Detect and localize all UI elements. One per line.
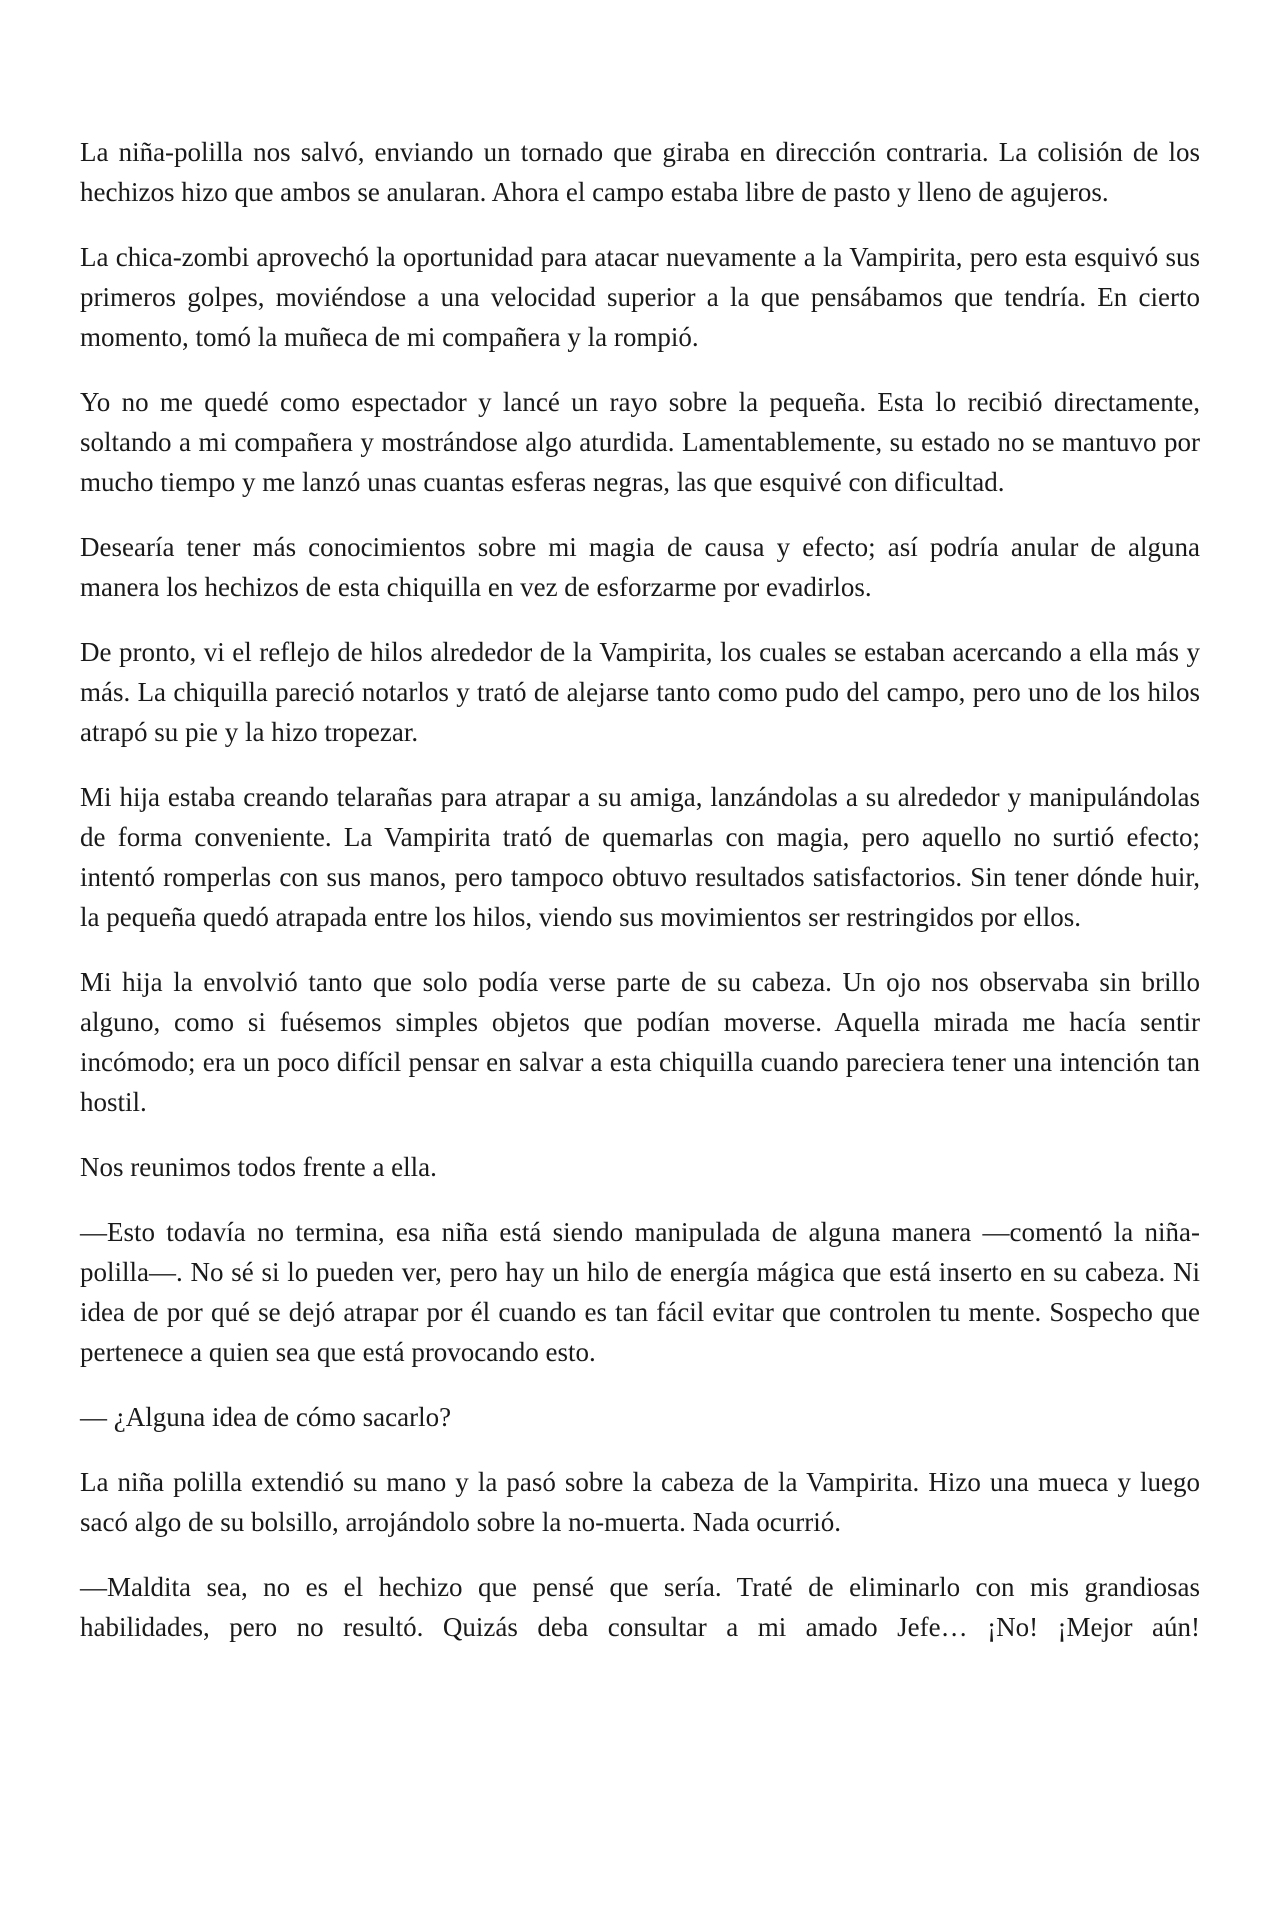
paragraph-2: La chica-zombi aprovechó la oportunidad para atacar nuevamente a la Vampirita, pero esta esquivó sus primeros golpes, moviéndose a una velocidad superior a la que pensábamos que tendría. En cierto momento, tomó la muñeca de mi compañera y la rompió.: [80, 242, 1200, 352]
paragraph-7: Mi hija la envolvió tanto que solo podía verse parte de su cabeza. Un ojo nos observaba sin brillo alguno, como si fuésemos simples objetos que podían moverse. Aquella mirada me hacía sentir incómodo; era un poco difícil pensar en salvar a esta chiquilla cuando pareciera tener una intención tan hostil.: [80, 967, 1200, 1117]
paragraph-1: La niña-polilla nos salvó, enviando un tornado que giraba en dirección contraria. La colisión de los hechizos hizo que ambos se anularan. Ahora el campo estaba libre de pasto y lleno de agujeros.: [80, 137, 1200, 207]
document-page: [80, 132, 1200, 1672]
paragraph-8: Nos reunimos todos frente a ella.: [80, 1152, 437, 1182]
paragraph-3: Yo no me quedé como espectador y lancé un rayo sobre la pequeña. Esta lo recibió directamente, soltando a mi compañera y mostrándose algo aturdida. Lamentablemente, su estado no se mantuvo por mucho tiempo y me lanzó unas cuantas esferas negras, las que esquivé con dificultad.: [80, 387, 1200, 497]
paragraph-11: La niña polilla extendió su mano y la pasó sobre la cabeza de la Vampirita. Hizo una mueca y luego sacó algo de su bolsillo, arrojándolo sobre la no-muerta. Nada ocurrió.: [80, 1467, 1200, 1537]
paragraph-4: Desearía tener más conocimientos sobre mi magia de causa y efecto; así podría anular de alguna manera los hechizos de esta chiquilla en vez de esforzarme por evadirlos.: [80, 532, 1200, 602]
paragraph-6: Mi hija estaba creando telarañas para atrapar a su amiga, lanzándolas a su alrededor y manipulándolas de forma conveniente. La Vampirita trató de quemarlas con magia, pero aquello no surtió efecto; intentó romperlas con sus manos, pero tampoco obtuvo resultados satisfactorios. Sin tener dónde huir, la pequeña quedó atrapada entre los hilos, viendo sus movimientos ser restringidos por ellos.: [80, 782, 1200, 932]
paragraph-9: —Esto todavía no termina, esa niña está siendo manipulada de alguna manera —comentó la niña-polilla—. No sé si lo pueden ver, pero hay un hilo de energía mágica que está inserto en su cabeza. Ni idea de por qué se dejó atrapar por él cuando es tan fácil evitar que controlen tu mente. Sospecho que pertenece a quien sea que está provocando esto.: [80, 1217, 1200, 1367]
paragraph-5: De pronto, vi el reflejo de hilos alrededor de la Vampirita, los cuales se estaban acercando a ella más y más. La chiquilla pareció notarlos y trató de alejarse tanto como pudo del campo, pero uno de los hilos atrapó su pie y la hizo tropezar.: [80, 637, 1200, 747]
paragraph-12: —Maldita sea, no es el hechizo que pensé que sería. Traté de eliminarlo con mis grandiosas habilidades, pero no resultó. Quizás deba consultar a mi amado Jefe… ¡No! ¡Mejor aún!: [80, 1572, 1200, 1642]
paragraph-10: — ¿Alguna idea de cómo sacarlo?: [80, 1402, 452, 1432]
